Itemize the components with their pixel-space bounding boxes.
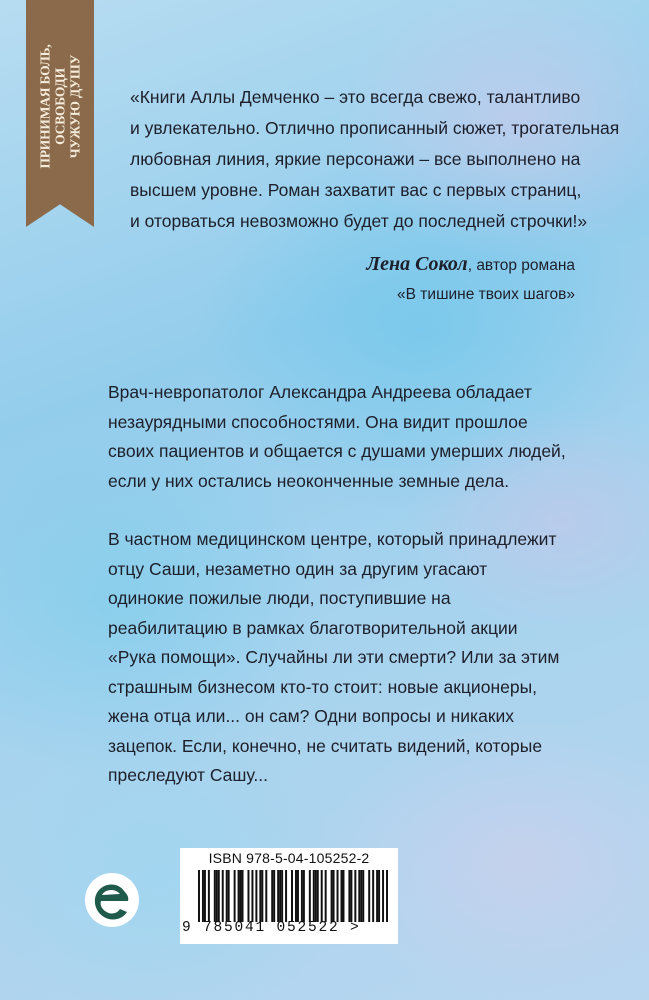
barcode-digits: 9 785041 052522 > <box>182 920 361 936</box>
barcode-bar <box>382 870 384 922</box>
quote-author: Лена Сокол <box>366 253 468 275</box>
barcode-bar <box>198 870 200 922</box>
barcode-bar <box>303 870 305 922</box>
description-line: незаурядными способностями. Она видит прошлое <box>108 411 528 432</box>
barcode-bar <box>337 870 339 922</box>
author-novel: «В тишине твоих шагов» <box>397 286 575 303</box>
description-line: реабилитацию в рамках благотворительной акции <box>108 617 518 638</box>
description-line: «Рука помощи». Случайны ли эти смерти? Или за этим <box>108 647 560 667</box>
barcode-bar <box>247 870 249 922</box>
barcode-bar <box>285 870 287 922</box>
barcode-bar <box>315 870 317 922</box>
description-line: если у них остались неоконченные земные дела. <box>108 470 510 491</box>
barcode-bar <box>271 870 273 922</box>
barcode-bar <box>259 870 261 922</box>
barcode-bar <box>372 870 374 922</box>
barcode-bar <box>341 870 343 922</box>
quote-line: и оторваться невозможно будет до последней строчки!» <box>130 211 588 231</box>
barcode-bar <box>325 870 327 922</box>
review-quote <box>130 82 620 237</box>
barcode-bars <box>198 870 388 922</box>
description-line: отцу Саши, незаметно один за другим угасают <box>108 558 488 579</box>
author-suffix: , автор романа <box>467 257 575 274</box>
barcode-bar <box>295 870 297 922</box>
barcode-bar <box>240 870 242 922</box>
barcode-bar <box>376 870 378 922</box>
ribbon-line-1: ПРИНИМАЯ БОЛЬ, <box>37 43 53 169</box>
barcode-bar <box>279 870 281 922</box>
barcode-bar <box>309 870 311 922</box>
barcode-bar <box>297 870 299 922</box>
publisher-logo-icon <box>84 872 140 928</box>
barcode-bar <box>251 870 253 922</box>
barcode-bar <box>226 870 228 922</box>
barcode-bar <box>291 870 293 922</box>
description-paragraph-1 <box>108 378 618 496</box>
description-paragraph-2 <box>108 525 618 791</box>
description-line: В частном медицинском центре, который принадлежит <box>108 529 557 549</box>
barcode-bar <box>350 870 352 922</box>
barcode-bar <box>378 870 380 922</box>
description-line: зацепок. Если, конечно, не считать видений, которые <box>108 735 543 756</box>
barcode-bar <box>331 870 333 922</box>
barcode-bar <box>358 870 360 922</box>
barcode-bar <box>362 870 364 922</box>
quote-attribution <box>366 250 575 309</box>
description-line: Врач-невропатолог Александра Андреева обладает <box>108 382 532 402</box>
barcode-bar <box>255 870 257 922</box>
barcode-bar <box>342 870 344 922</box>
barcode-bar <box>265 870 267 922</box>
barcode-bar <box>281 870 283 922</box>
barcode-bar <box>273 870 275 922</box>
ribbon-line-2: ОСВОБОДИ <box>52 67 68 145</box>
barcode-bar <box>386 870 388 922</box>
barcode-bar <box>277 870 279 922</box>
barcode-bar <box>208 870 210 922</box>
barcode-bar <box>242 870 244 922</box>
barcode-bar <box>214 870 216 922</box>
barcode-bar <box>333 870 335 922</box>
ribbon-label <box>26 8 94 204</box>
barcode-bar <box>368 870 370 922</box>
quote-line: любовная линия, яркие персонажи – все выполнено на <box>130 149 581 169</box>
barcode-bar <box>348 870 350 922</box>
barcode-bar <box>218 870 220 922</box>
description-line: преследуют Сашу... <box>108 765 269 785</box>
barcode-bar <box>354 870 356 922</box>
barcode-bar <box>238 870 240 922</box>
barcode-bar <box>321 870 323 922</box>
barcode-panel <box>180 848 398 944</box>
barcode-bar <box>360 870 362 922</box>
description-line: жена отца или... он сам? Одни вопросы и никаких <box>108 706 514 726</box>
barcode-bar <box>301 870 303 922</box>
description-line: страшным бизнесом кто-то стоит: новые акционеры, <box>108 676 538 697</box>
barcode-bar <box>216 870 218 922</box>
quote-line: «Книги Аллы Демченко – это всегда свежо, талантливо <box>130 87 581 107</box>
barcode-bar <box>228 870 230 922</box>
description-line: одинокие пожилые люди, поступившие на <box>108 588 451 608</box>
barcode-bar <box>317 870 319 922</box>
ribbon-line-3: ЧУЖУЮ ДУШУ <box>67 54 83 158</box>
barcode-bar <box>234 870 236 922</box>
quote-line: высшем уровне. Роман захватит вас с первых страниц, <box>130 180 582 200</box>
barcode-bar <box>261 870 263 922</box>
barcode-bar <box>313 870 315 922</box>
barcode-bar <box>204 870 206 922</box>
quote-line: и увлекательно. Отлично прописанный сюжет, трогательная <box>130 118 620 138</box>
barcode-bar <box>202 870 204 922</box>
description-line: своих пациентов и общается с душами умерших людей, <box>108 441 566 461</box>
barcode-bar <box>222 870 224 922</box>
isbn-label: ISBN 978-5-04-105252-2 <box>208 850 370 866</box>
